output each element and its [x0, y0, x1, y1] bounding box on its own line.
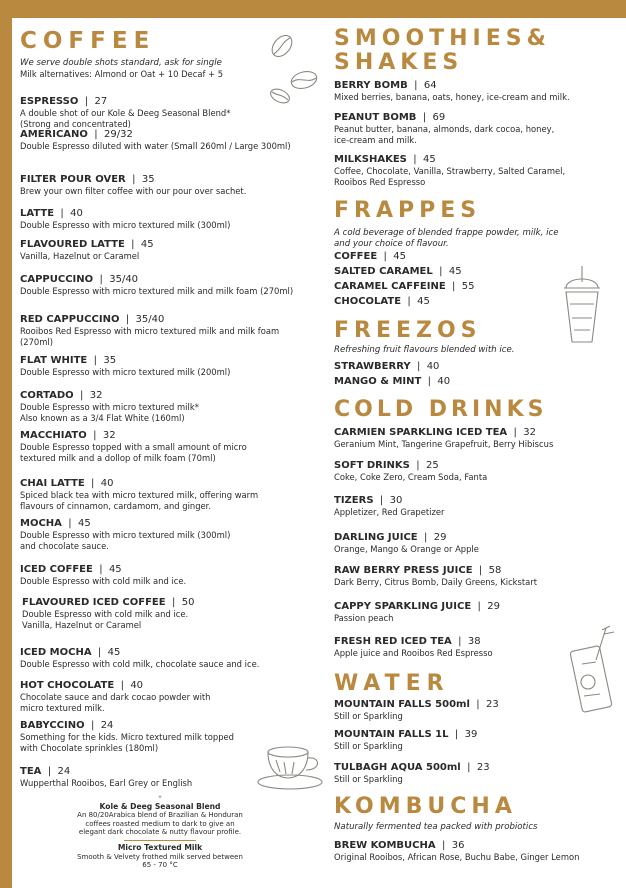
price-separator: |	[432, 266, 449, 277]
item-name-line	[334, 762, 626, 774]
menu-item	[334, 532, 626, 555]
item-name: MOCHA	[20, 518, 62, 529]
item-name: FILTER POUR OVER	[20, 174, 126, 185]
item-price: 45	[422, 154, 436, 165]
item-name: MOUNTAIN FALLS 1L	[334, 729, 449, 740]
item-description: Double Espresso with cold milk and ice.	[22, 609, 189, 619]
item-price: 23	[476, 762, 490, 773]
milk-text-2: 65 - 70 °C	[142, 861, 178, 870]
price-separator: |	[86, 430, 103, 441]
item-description: Dark Berry, Citrus Bomb, Daily Greens, Kickstart	[334, 577, 538, 587]
item-description: Still or Sparkling	[334, 711, 403, 721]
menu-item	[20, 208, 320, 231]
item-description: Coffee, Chocolate, Vanilla, Strawberry, Salted Caramel,	[334, 166, 566, 176]
item-price: 29/32	[103, 129, 133, 140]
item-name: FLAVOURED LATTE	[20, 239, 125, 250]
smoothies-heading: SMOOTHIES&	[334, 26, 551, 51]
item-description: Wupperthal Rooibos, Earl Grey or English	[20, 778, 193, 788]
item-name-line	[334, 495, 626, 507]
item-description: Vanilla, Hazelnut or Caramel	[22, 619, 142, 630]
price-separator: |	[124, 239, 141, 250]
price-separator: |	[406, 154, 423, 165]
item-price: 29	[487, 601, 500, 612]
item-name-line	[334, 601, 626, 613]
item-description: Double Espresso topped with a small amount of micro	[20, 442, 247, 452]
item-price: 32	[89, 390, 103, 401]
item-description: Spiced black tea with micro textured milk, offering warm	[20, 490, 259, 500]
frappes-note-2: and your choice of flavour.	[334, 239, 449, 249]
menu-item	[20, 390, 320, 423]
item-description: Mixed berries, banana, oats, honey, ice-cream and milk.	[334, 92, 570, 102]
item-name: STRAWBERRY	[334, 361, 411, 372]
price-separator: |	[125, 174, 142, 185]
item-description: Rooibos Red Espresso with micro textured milk and milk foam	[20, 326, 280, 336]
item-description: Double Espresso with micro textured milk (300ml)	[20, 530, 231, 540]
menu-item	[334, 251, 626, 263]
price-separator: |	[407, 80, 424, 91]
item-price: 45	[448, 266, 462, 277]
item-description: and chocolate sauce.	[20, 540, 109, 551]
item-description: flavours of cinnamon, cardamom, and ginger.	[20, 500, 212, 511]
item-description: Original Rooibos, African Rose, Buchu Babe, Ginger Lemon	[334, 852, 580, 862]
item-name-line	[20, 564, 320, 576]
item-price: 45	[78, 518, 91, 529]
item-price: 45	[108, 564, 122, 575]
item-name-line	[20, 518, 320, 530]
item-name-line	[20, 239, 320, 251]
menu-item	[334, 495, 626, 518]
item-name-line	[20, 680, 320, 692]
price-separator: |	[445, 281, 462, 292]
item-name: ICED MOCHA	[20, 647, 92, 658]
price-separator: |	[472, 565, 489, 576]
item-name: BABYCCINO	[20, 720, 85, 731]
menu-item	[20, 274, 320, 297]
item-price: 25	[425, 460, 439, 471]
price-separator: |	[451, 636, 468, 647]
price-separator: |	[41, 766, 58, 777]
item-price: 40	[70, 208, 83, 219]
price-separator: |	[114, 680, 131, 691]
item-name: CHOCOLATE	[334, 296, 402, 307]
price-separator: |	[61, 518, 78, 529]
item-name-line	[20, 208, 320, 220]
milk-text-1: Smooth & Velvety frothed milk served between	[77, 852, 243, 861]
blend-title: Kole & Deeg Seasonal Blend	[99, 801, 221, 811]
item-name: CARAMEL CAFFEINE	[334, 281, 446, 292]
item-name: FLAT WHITE	[20, 355, 88, 366]
item-name: HOT CHOCOLATE	[20, 680, 115, 691]
item-name-line	[22, 597, 322, 609]
item-name: TULBAGH AQUA 500ml	[334, 762, 461, 773]
item-name: MACCHIATO	[20, 430, 87, 441]
item-price: 45	[140, 239, 154, 250]
item-price: 24	[100, 720, 114, 731]
item-name: TIZERS	[334, 495, 374, 506]
item-price: 23	[485, 699, 499, 710]
item-name: LATTE	[20, 208, 55, 219]
item-price: 50	[181, 597, 195, 608]
price-separator: |	[416, 112, 433, 123]
item-name: ICED COFFEE	[20, 564, 93, 575]
item-price: 40	[426, 361, 440, 372]
price-separator: |	[87, 355, 104, 366]
freezos-note: Refreshing fruit flavours blended with ice.	[334, 345, 515, 355]
coffee-heading: COFFEE	[20, 28, 156, 54]
menu-item	[334, 112, 626, 145]
item-name-line	[334, 840, 626, 852]
item-name: BERRY BOMB	[334, 80, 408, 91]
coffee-note: We serve double shots standard, ask for single	[20, 58, 222, 68]
footnote-divider	[124, 840, 196, 841]
menu-item	[334, 80, 626, 103]
item-price: 35	[103, 355, 117, 366]
item-description: Chocolate sauce and dark cocao powder with	[20, 692, 211, 702]
cold-drinks-heading: COLD DRINKS	[334, 397, 548, 422]
item-description: (Strong and concentrated)	[20, 118, 131, 129]
menu-item	[334, 376, 626, 388]
price-separator: |	[119, 314, 136, 325]
item-price: 35	[141, 174, 155, 185]
menu-item	[20, 680, 320, 713]
item-description: Double Espresso with micro textured milk and milk foam (270ml)	[20, 286, 294, 296]
item-name: CARMIEN SPARKLING ICED TEA	[334, 427, 508, 438]
menu-item	[20, 239, 320, 262]
item-name-line	[20, 647, 320, 659]
frappe-cup-icon	[560, 264, 604, 346]
item-name-line	[334, 565, 626, 577]
menu-item	[334, 762, 626, 785]
menu-item	[22, 597, 322, 630]
price-separator: |	[460, 762, 477, 773]
menu-item	[20, 129, 320, 152]
price-separator: |	[92, 564, 109, 575]
item-description: Rooibos Red Espresso	[334, 176, 426, 187]
item-price: 30	[389, 495, 403, 506]
menu-item	[334, 565, 626, 588]
item-name-line	[20, 355, 320, 367]
menu-item	[20, 355, 320, 378]
item-description: Still or Sparkling	[334, 741, 403, 751]
item-price: 35/40	[135, 314, 165, 325]
price-separator: |	[409, 460, 426, 471]
blend-text-2: coffees roasted medium to dark to give an	[85, 819, 235, 828]
item-price: 38	[467, 636, 481, 647]
item-description: Also known as a 3/4 Flat White (160ml)	[20, 412, 185, 423]
item-price: 36	[451, 840, 465, 851]
price-separator: |	[377, 251, 394, 262]
item-description: Double Espresso with cold milk and ice.	[20, 576, 187, 586]
item-description: Something for the kids. Micro textured milk topped	[20, 732, 234, 742]
price-separator: |	[417, 532, 434, 543]
item-name-line	[334, 361, 626, 373]
price-separator: |	[87, 129, 104, 140]
item-name: SALTED CARAMEL	[334, 266, 433, 277]
item-name: CHAI LATTE	[20, 478, 85, 489]
item-name-line	[334, 251, 626, 263]
price-separator: |	[78, 96, 95, 107]
kombucha-note: Naturally fermented tea packed with probiotics	[334, 822, 538, 832]
item-description: Brew your own filter coffee with our pour over sachet.	[20, 186, 247, 196]
item-price: 32	[102, 430, 116, 441]
price-separator: |	[421, 376, 438, 387]
item-description: micro textured milk.	[20, 702, 105, 713]
price-separator: |	[448, 729, 465, 740]
item-description: Appletizer, Red Grapetizer	[334, 507, 445, 517]
item-name: CAPPY SPARKLING JUICE	[334, 601, 472, 612]
item-name: BREW KOMBUCHA	[334, 840, 436, 851]
menu-item	[334, 427, 626, 450]
price-separator: |	[435, 840, 452, 851]
price-separator: |	[469, 699, 486, 710]
item-name-line	[334, 376, 626, 388]
price-separator: |	[471, 601, 488, 612]
price-separator: |	[507, 427, 524, 438]
frappes-note-1: A cold beverage of blended frappe powder, milk, ice	[334, 228, 559, 238]
item-name-line	[20, 274, 320, 286]
frappes-heading: FRAPPES	[334, 198, 482, 223]
water-heading: WATER	[334, 671, 450, 696]
item-description: Geranium Mint, Tangerine Grapefruit, Berry Hibiscus	[334, 439, 554, 449]
price-separator: |	[84, 478, 101, 489]
price-separator: |	[401, 296, 418, 307]
item-name: PEANUT BOMB	[334, 112, 417, 123]
kombucha-heading: KOMBUCHA	[334, 794, 517, 819]
menu-item	[334, 460, 626, 483]
footnote	[50, 794, 270, 870]
item-description: Still or Sparkling	[334, 774, 403, 784]
item-price: 69	[432, 112, 446, 123]
price-separator: |	[84, 720, 101, 731]
item-price: 35/40	[109, 274, 139, 285]
item-description: Double Espresso with cold milk, chocolate sauce and ice.	[20, 659, 260, 669]
menu-item	[334, 601, 626, 624]
item-description: Orange, Mango & Orange or Apple	[334, 544, 479, 554]
menu-item	[20, 430, 320, 463]
menu-item	[20, 174, 320, 197]
item-price: 58	[488, 565, 502, 576]
freezos-heading: FREEZOS	[334, 318, 482, 343]
item-name-line	[20, 430, 320, 442]
item-description: with Chocolate sprinkles (180ml)	[20, 742, 159, 753]
item-price: 40	[437, 376, 451, 387]
shakes-heading: SHAKES	[334, 50, 464, 75]
item-name-line	[334, 729, 626, 741]
item-price: 55	[461, 281, 475, 292]
item-price: 45	[107, 647, 121, 658]
item-name: AMERICANO	[20, 129, 88, 140]
item-description: Double Espresso with micro textured milk (300ml)	[20, 220, 231, 230]
item-name: COFFEE	[334, 251, 378, 262]
item-price: 40	[130, 680, 144, 691]
item-description: (270ml)	[20, 336, 54, 347]
item-name: DARLING JUICE	[334, 532, 418, 543]
price-separator: |	[73, 390, 90, 401]
menu-item	[20, 314, 320, 347]
item-description: Double Espresso diluted with water (Small 260ml / Large 300ml)	[20, 141, 291, 151]
item-description: Apple juice and Rooibos Red Espresso	[334, 648, 493, 658]
price-separator: |	[410, 361, 427, 372]
item-price: 29	[433, 532, 447, 543]
item-name-line	[20, 174, 320, 186]
item-description: Double Espresso with micro textured milk*	[20, 402, 199, 412]
price-separator: |	[91, 647, 108, 658]
menu-item	[334, 840, 626, 863]
item-name-line	[334, 154, 626, 166]
item-price: 24	[57, 766, 71, 777]
item-name-line	[334, 699, 626, 711]
milk-title: Micro Textured Milk	[117, 842, 203, 852]
item-price: 27	[94, 96, 108, 107]
item-description: A double shot of our Kole & Deeg Seasonal Blend*	[20, 108, 231, 118]
item-name-line	[20, 390, 320, 402]
item-name-line	[334, 112, 626, 124]
item-name-line	[20, 314, 320, 326]
menu-item	[334, 699, 626, 722]
menu-item	[20, 564, 320, 587]
item-price: 32	[523, 427, 536, 438]
item-name: CAPPUCCINO	[20, 274, 94, 285]
item-name: ESPRESSO	[20, 96, 79, 107]
footnote-star: *	[158, 794, 162, 802]
price-separator: |	[373, 495, 390, 506]
tea-cup-icon	[256, 740, 330, 792]
item-description: ice-cream and milk.	[334, 134, 417, 145]
item-description: textured milk and a dollop of milk foam (70ml)	[20, 452, 216, 463]
item-name: CORTADO	[20, 390, 74, 401]
menu-item	[20, 647, 320, 670]
item-price: 39	[464, 729, 478, 740]
item-description: Double Espresso with micro textured milk (200ml)	[20, 367, 231, 377]
item-name: FRESH RED ICED TEA	[334, 636, 452, 647]
item-description: Passion peach	[334, 613, 394, 623]
menu-item	[20, 478, 320, 511]
menu-item	[20, 518, 320, 551]
menu-item	[334, 154, 626, 187]
item-name-line	[334, 427, 626, 439]
item-name-line	[334, 80, 626, 92]
item-description: Coke, Coke Zero, Cream Soda, Fanta	[334, 472, 488, 482]
item-name-line	[334, 532, 626, 544]
price-separator: |	[165, 597, 182, 608]
item-name: RAW BERRY PRESS JUICE	[334, 565, 473, 576]
price-separator: |	[93, 274, 110, 285]
item-price: 45	[393, 251, 406, 262]
item-name: FLAVOURED ICED COFFEE	[22, 597, 166, 608]
item-name-line	[334, 460, 626, 472]
coffee-beans-icon	[260, 24, 324, 104]
milk-alternatives: Milk alternatives: Almond or Oat + 10 Decaf + 5	[20, 69, 224, 79]
item-name-line	[20, 129, 320, 141]
item-name: RED CAPPUCCINO	[20, 314, 120, 325]
item-price: 64	[423, 80, 437, 91]
item-name: MILKSHAKES	[334, 154, 407, 165]
menu-sheet	[12, 18, 626, 888]
item-name: MANGO & MINT	[334, 376, 422, 387]
item-name-line	[20, 478, 320, 490]
item-name: SOFT DRINKS	[334, 460, 410, 471]
item-description: Peanut butter, banana, almonds, dark cocoa, honey,	[334, 124, 555, 134]
item-description: Vanilla, Hazelnut or Caramel	[20, 251, 140, 261]
price-separator: |	[54, 208, 71, 219]
item-name: TEA	[20, 766, 42, 777]
blend-text-3: elegant dark chocolate & nutty flavour profile.	[78, 828, 242, 837]
menu-item	[334, 729, 626, 752]
item-name-line	[20, 720, 320, 732]
item-price: 45	[417, 296, 430, 307]
item-name: MOUNTAIN FALLS 500ml	[334, 699, 470, 710]
blend-text-1: An 80/20Arabica blend of Brazilian & Honduran	[77, 811, 243, 820]
menu-item	[334, 361, 626, 373]
item-price: 40	[100, 478, 114, 489]
